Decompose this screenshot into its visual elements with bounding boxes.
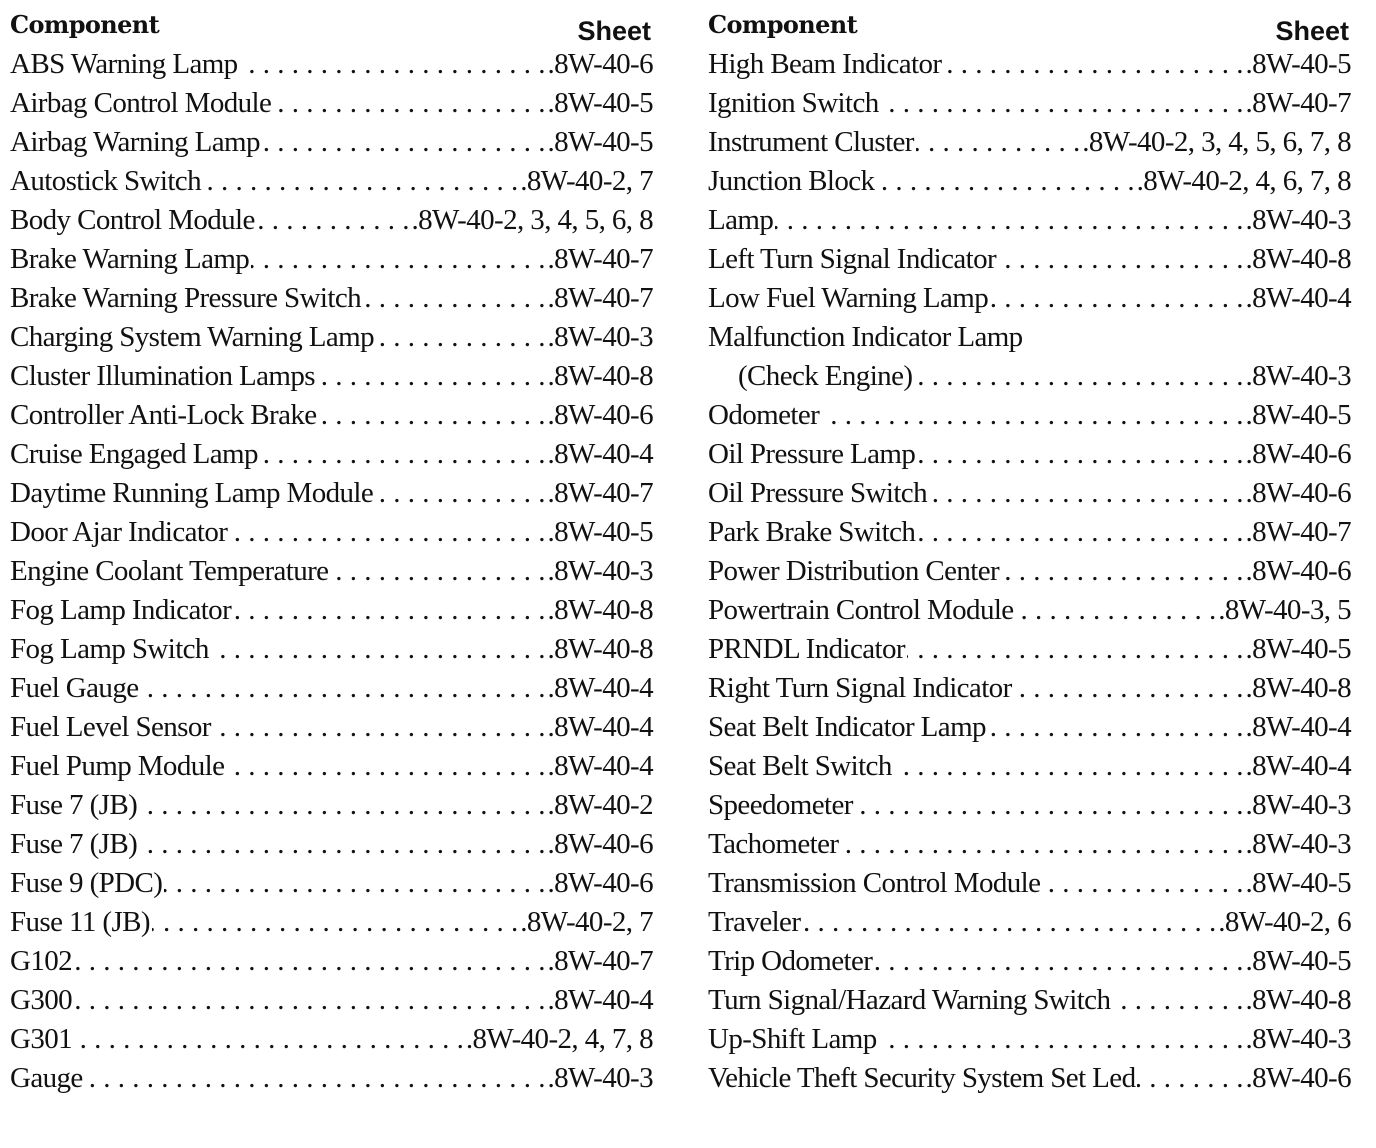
- component-name: ABS Warning Lamp: [10, 48, 238, 80]
- component-entry: [708, 318, 1351, 396]
- sheet-reference: .8W-40-5: [547, 516, 653, 548]
- sheet-reference: .8W-40-5: [1245, 633, 1351, 665]
- component-entry: [708, 708, 1351, 747]
- component-entry: [708, 942, 1351, 981]
- sheet-reference: .8W-40-4: [1245, 750, 1351, 782]
- component-name: Fuse 9 (PDC): [10, 867, 163, 899]
- dot-leader: [907, 630, 1244, 669]
- component-name: Fuse 7 (JB): [10, 828, 138, 860]
- sheet-reference: .8W-40-8: [1245, 243, 1351, 275]
- component-name: Turn Signal/Hazard Warning Switch: [708, 984, 1111, 1016]
- component-name: Oil Pressure Switch: [708, 477, 927, 509]
- component-name: Fuel Gauge: [10, 672, 139, 704]
- component-entry: [10, 240, 653, 279]
- component-name: Park Brake Switch: [708, 516, 916, 548]
- component-entry: [10, 396, 653, 435]
- component-name: Fog Lamp Indicator: [10, 594, 232, 626]
- sheet-reference: .8W-40-4: [547, 672, 653, 704]
- component-name: G102: [10, 945, 73, 977]
- sheet-reference: .8W-40-5: [1245, 945, 1351, 977]
- component-name: Trip Odometer: [708, 945, 873, 977]
- dot-leader: [251, 240, 545, 279]
- sheet-reference: .8W-40-4: [547, 438, 653, 470]
- sheet-reference: .8W-40-4: [547, 750, 653, 782]
- sheet-reference: .8W-40-3: [547, 1062, 653, 1094]
- dot-leader: [775, 201, 1243, 240]
- dot-leader: [988, 708, 1244, 747]
- component-name: Body Control Module: [10, 204, 255, 236]
- dot-leader: [375, 474, 545, 513]
- sheet-reference: .8W-40-7: [1245, 516, 1351, 548]
- component-name: Traveler: [708, 906, 801, 938]
- component-entry: [708, 630, 1351, 669]
- component-entry: [708, 1059, 1351, 1098]
- component-name: Controller Anti-Lock Brake: [10, 399, 317, 431]
- dot-leader: [260, 435, 546, 474]
- dot-leader: [917, 513, 1243, 552]
- component-name: Powertrain Control Module: [708, 594, 1014, 626]
- dot-leader: [211, 630, 546, 669]
- component-entry: [10, 591, 653, 630]
- component-entry: [10, 279, 653, 318]
- component-entry: [10, 708, 653, 747]
- dot-leader: [874, 942, 1243, 981]
- dot-leader: [894, 747, 1244, 786]
- sheet-reference: .8W-40-2, 4, 7, 8: [465, 1023, 653, 1055]
- dot-leader: [376, 318, 545, 357]
- sheet-reference: .8W-40-3: [1245, 204, 1351, 236]
- sheet-reference: .8W-40-3, 5: [1218, 594, 1351, 626]
- dot-leader: [317, 357, 545, 396]
- dot-leader: [139, 786, 545, 825]
- component-name: G300: [10, 984, 73, 1016]
- component-name: Fog Lamp Switch: [10, 633, 209, 665]
- dot-leader: [330, 552, 545, 591]
- left-component-list: [10, 45, 653, 1098]
- sheet-reference: .8W-40-6: [1245, 477, 1351, 509]
- component-name: PRNDL Indicator: [708, 633, 905, 665]
- sheet-reference: .8W-40-2, 3, 4, 5, 6, 7, 8: [1082, 126, 1351, 158]
- dot-leader: [1001, 552, 1243, 591]
- component-name-continued: (Check Engine): [738, 360, 913, 392]
- component-entry: [10, 123, 653, 162]
- component-entry: [10, 357, 653, 396]
- component-entry: [10, 1059, 653, 1098]
- component-name: Up-Shift Lamp: [708, 1023, 877, 1055]
- dot-leader: [914, 357, 1243, 396]
- dot-leader: [213, 708, 546, 747]
- component-entry: [708, 474, 1351, 513]
- component-entry: [708, 396, 1351, 435]
- sheet-reference: .8W-40-3: [547, 321, 653, 353]
- dot-leader: [1014, 669, 1244, 708]
- sheet-reference: .8W-40-2, 7: [520, 906, 653, 938]
- dot-leader: [233, 591, 545, 630]
- component-entry: [708, 279, 1351, 318]
- component-entry: [708, 162, 1351, 201]
- component-name: G301: [10, 1023, 73, 1055]
- component-name: Charging System Warning Lamp: [10, 321, 375, 353]
- component-entry: [10, 552, 653, 591]
- sheet-reference: .8W-40-7: [547, 282, 653, 314]
- dot-leader: [879, 1020, 1244, 1059]
- right-column-header: [708, 8, 1351, 46]
- sheet-reference: .8W-40-6: [1245, 555, 1351, 587]
- dot-leader: [1042, 864, 1243, 903]
- sheet-reference: .8W-40-6: [547, 48, 653, 80]
- dot-leader: [1137, 1059, 1243, 1098]
- component-name: Left Turn Signal Indicator: [708, 243, 997, 275]
- sheet-reference: .8W-40-6: [547, 867, 653, 899]
- sheet-reference: .8W-40-7: [547, 477, 653, 509]
- dot-leader: [881, 84, 1244, 123]
- sheet-reference: .8W-40-4: [1245, 282, 1351, 314]
- sheet-reference: .8W-40-5: [547, 126, 653, 158]
- component-entry: [708, 981, 1351, 1020]
- dot-leader: [273, 84, 545, 123]
- component-name: Ignition Switch: [708, 87, 879, 119]
- sheet-reference: .8W-40-6: [1245, 438, 1351, 470]
- component-entry: [10, 786, 653, 825]
- component-name: High Beam Indicator: [708, 48, 942, 80]
- component-entry: [10, 318, 653, 357]
- sheet-reference: .8W-40-5: [1245, 867, 1351, 899]
- component-name: Seat Belt Switch: [708, 750, 892, 782]
- component-entry: [10, 630, 653, 669]
- component-name: Fuel Pump Module: [10, 750, 225, 782]
- component-entry: [10, 903, 653, 942]
- sheet-reference: .8W-40-4: [547, 984, 653, 1016]
- sheet-reference: .8W-40-3: [1245, 360, 1351, 392]
- component-name: Transmission Control Module: [708, 867, 1041, 899]
- dot-leader: [203, 162, 518, 201]
- sheet-reference: .8W-40-8: [1245, 672, 1351, 704]
- component-name: Seat Belt Indicator Lamp: [708, 711, 986, 743]
- dot-leader: [998, 240, 1243, 279]
- dot-leader: [821, 396, 1243, 435]
- component-name: Fuse 11 (JB): [10, 906, 150, 938]
- component-heading: Component: [708, 10, 858, 39]
- sheet-reference: .8W-40-4: [1245, 711, 1351, 743]
- component-name: Fuel Level Sensor: [10, 711, 211, 743]
- sheet-reference: .8W-40-6: [547, 399, 653, 431]
- component-name: Low Fuel Warning Lamp: [708, 282, 989, 314]
- component-entry: [708, 123, 1351, 162]
- sheet-heading: Sheet: [1275, 16, 1349, 46]
- sheet-heading: Sheet: [577, 16, 651, 46]
- dot-leader: [164, 864, 545, 903]
- dot-leader: [802, 903, 1216, 942]
- component-entry: [708, 903, 1351, 942]
- sheet-reference: .8W-40-6: [1245, 1062, 1351, 1094]
- component-name: Speedometer: [708, 789, 853, 821]
- sheet-reference: .8W-40-3: [1245, 1023, 1351, 1055]
- dot-leader: [929, 474, 1243, 513]
- dot-leader: [319, 396, 546, 435]
- sheet-reference: .8W-40-2, 4, 6, 7, 8: [1136, 165, 1351, 197]
- entry-second-line: [708, 357, 1351, 396]
- component-entry: [708, 513, 1351, 552]
- component-name: Gauge: [10, 1062, 83, 1094]
- component-name: Brake Warning Pressure Switch: [10, 282, 362, 314]
- component-name: Engine Coolant Temperature: [10, 555, 329, 587]
- component-entry: [708, 84, 1351, 123]
- component-name: Cluster Illumination Lamps: [10, 360, 315, 392]
- component-name: Tachometer: [708, 828, 839, 860]
- component-name: Daytime Running Lamp Module: [10, 477, 374, 509]
- component-name: Lamp: [708, 204, 774, 236]
- right-column: [708, 8, 1351, 1098]
- component-name: Power Distribution Center: [708, 555, 1000, 587]
- component-entry: [10, 435, 653, 474]
- component-name: Brake Warning Lamp: [10, 243, 250, 275]
- dot-leader: [74, 981, 545, 1020]
- sheet-reference: .8W-40-7: [1245, 87, 1351, 119]
- component-entry: [10, 981, 653, 1020]
- component-name: Odometer: [708, 399, 820, 431]
- component-name: Fuse 7 (JB): [10, 789, 138, 821]
- dot-leader: [363, 279, 545, 318]
- dot-leader: [840, 825, 1243, 864]
- component-entry: [708, 240, 1351, 279]
- dot-leader: [916, 123, 1080, 162]
- component-entry: [10, 825, 653, 864]
- sheet-reference: .8W-40-2, 6: [1218, 906, 1351, 938]
- sheet-reference: .8W-40-8: [1245, 984, 1351, 1016]
- component-entry: [708, 669, 1351, 708]
- left-column: [10, 8, 653, 1098]
- entry-first-line: [708, 318, 1351, 357]
- dot-leader: [917, 435, 1243, 474]
- component-entry: [10, 864, 653, 903]
- component-entry: [10, 474, 653, 513]
- component-name: Malfunction Indicator Lamp: [708, 321, 1023, 353]
- sheet-reference: .8W-40-2, 7: [520, 165, 653, 197]
- component-entry: [708, 825, 1351, 864]
- sheet-reference: .8W-40-7: [547, 945, 653, 977]
- sheet-reference: .8W-40-4: [547, 711, 653, 743]
- component-entry: [10, 162, 653, 201]
- component-name: Instrument Cluster: [708, 126, 914, 158]
- component-entry: [10, 513, 653, 552]
- dot-leader: [141, 669, 546, 708]
- dot-leader: [139, 825, 545, 864]
- component-name: Airbag Control Module: [10, 87, 272, 119]
- component-name: Airbag Warning Lamp: [10, 126, 260, 158]
- component-entry: [10, 45, 653, 84]
- dot-leader: [855, 786, 1244, 825]
- sheet-reference: .8W-40-5: [1245, 48, 1351, 80]
- sheet-reference: .8W-40-5: [1245, 399, 1351, 431]
- component-entry: [10, 747, 653, 786]
- dot-leader: [85, 1059, 546, 1098]
- component-name: Autostick Switch: [10, 165, 201, 197]
- dot-leader: [229, 513, 545, 552]
- right-component-list: [708, 45, 1351, 1098]
- left-column-header: [10, 8, 653, 46]
- sheet-reference: .8W-40-2: [547, 789, 653, 821]
- component-name: Oil Pressure Lamp: [708, 438, 916, 470]
- component-entry: [10, 942, 653, 981]
- dot-leader: [74, 942, 545, 981]
- component-entry: [708, 747, 1351, 786]
- component-heading: Component: [10, 10, 160, 39]
- sheet-reference: .8W-40-3: [1245, 828, 1351, 860]
- sheet-reference: .8W-40-7: [547, 243, 653, 275]
- component-name: Door Ajar Indicator: [10, 516, 228, 548]
- component-entry: [10, 1020, 653, 1059]
- dot-leader: [240, 45, 546, 84]
- dot-leader: [990, 279, 1243, 318]
- sheet-reference: .8W-40-2, 3, 4, 5, 6, 8: [411, 204, 653, 236]
- component-name: Right Turn Signal Indicator: [708, 672, 1012, 704]
- component-entry: [708, 201, 1351, 240]
- component-entry: [10, 201, 653, 240]
- dot-leader: [943, 45, 1243, 84]
- dot-leader: [152, 903, 518, 942]
- sheet-reference: .8W-40-5: [547, 87, 653, 119]
- sheet-reference: .8W-40-8: [547, 360, 653, 392]
- dot-leader: [257, 201, 410, 240]
- sheet-reference: .8W-40-8: [547, 594, 653, 626]
- dot-leader: [1016, 591, 1217, 630]
- dot-leader: [74, 1020, 464, 1059]
- component-entry: [708, 786, 1351, 825]
- sheet-reference: .8W-40-8: [547, 633, 653, 665]
- component-entry: [708, 864, 1351, 903]
- dot-leader: [876, 162, 1134, 201]
- sheet-reference: .8W-40-3: [1245, 789, 1351, 821]
- component-entry: [10, 84, 653, 123]
- component-entry: [708, 45, 1351, 84]
- component-entry: [708, 591, 1351, 630]
- dot-leader: [1112, 981, 1243, 1020]
- component-name: Junction Block: [708, 165, 875, 197]
- dot-leader: [262, 123, 546, 162]
- component-name: Vehicle Theft Security System Set Led: [708, 1062, 1136, 1094]
- component-entry: [708, 1020, 1351, 1059]
- dot-leader: [226, 747, 545, 786]
- component-entry: [708, 552, 1351, 591]
- sheet-reference: .8W-40-3: [547, 555, 653, 587]
- sheet-reference: .8W-40-6: [547, 828, 653, 860]
- component-entry: [10, 669, 653, 708]
- component-name: Cruise Engaged Lamp: [10, 438, 258, 470]
- component-entry: [708, 435, 1351, 474]
